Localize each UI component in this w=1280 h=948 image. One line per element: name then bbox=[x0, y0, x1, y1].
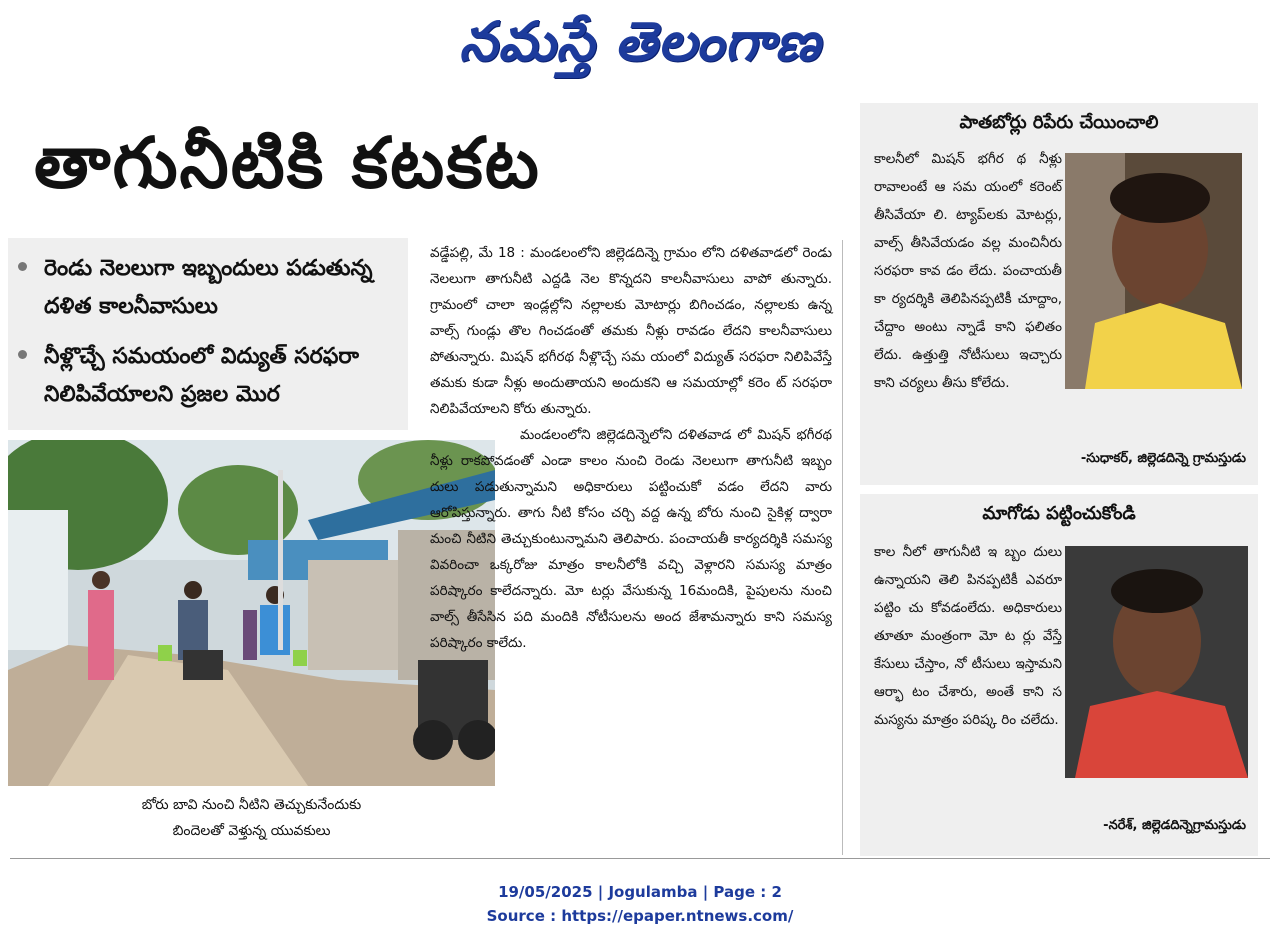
quote-box-1 bbox=[860, 103, 1258, 485]
bullet-icon bbox=[18, 350, 27, 359]
person-photo bbox=[1065, 153, 1242, 389]
highlight-item: నీళ్లొచ్చే సమయంలో విద్యుత్ సరఫరా నిలిపివేయాలని ప్రజల మొర bbox=[18, 338, 403, 414]
highlights-box bbox=[8, 238, 408, 430]
portrait-image bbox=[1065, 153, 1242, 389]
article-paragraph: మండలంలోని జిల్లెడదిన్నెలోని దళితవాడ లో మిషన్ భగీరథ నీళ్లు రాకపోవడంతో ఎండా కాలం నుంచి రెండు నెలలుగా తాగునీటి ఇబ్బం దులు పడుతున్నామని అధికారులు పట్టించుకో వడం లేదని వారు ఆరోపిస్తున్నారు. తాగు నీటి కోసం చర్చి వద్ద ఉన్న బోరు నుంచి సైకిళ్ల ద్వారా మంచి నీటిని తెచ్చుకుంటున్నామని తెలిపారు. పంచాయతీ కార్యదర్శికి సమస్య వివరించా ఒక్కరోజు మాత్రం కాలనీలోకి వచ్చి వెళ్లారని సమస్య మాత్రం పరిష్కారం కాలేదన్నారు. మో టర్లు వేసుకున్న 16మందికి, పైపులను నుంచి వాల్స్ తీసేసిన పది మందికి నోటీసులను అంద జేశామన్నారు కాని సమస్య పరిష్కారం కాలేదు. bbox=[430, 427, 832, 651]
caption-line: బోరు బావి నుంచి నీటిని తెచ్చుకునేందుకు bbox=[141, 797, 362, 813]
portrait-image bbox=[1065, 546, 1248, 778]
quote-box-2 bbox=[860, 494, 1258, 856]
person-photo bbox=[1065, 546, 1248, 778]
article-paragraph: వడ్డేపల్లి, మే 18 : మండలంలోని జిల్లెడదిన్నె గ్రామం లోని దళితవాడలో రెండు నెలలుగా తాగునీటి ఎద్దడి నెల కొన్నదని కాలనీవాసులు వాపో తున్నారు. గ్రామంలో చాలా ఇండ్లల్లోని నల్లాలకు మోటార్లు బిగించడం, నల్లాలకు ఉన్న వాల్స్ గుండ్లు తొల గించడంతో తమకు నీళ్లు రావడం లేదని కాలనీవాసులు పోతున్నారు. మిషన్ భగీరథ నీళ్లొచ్చే సమ యంలో విద్యుత్ సరఫరా నిలిపివేస్తే తమకు కుడా నీళ్లు అందుతాయని అందుకని ఆ సమయాల్లో కరెం ట్ సరఫరా నిలిపివేయాలని కోరు తున్నారు. bbox=[430, 245, 832, 417]
highlight-item: రెండు నెలలుగా ఇబ్బందులు పడుతున్న దళిత కాలనీవాసులు bbox=[18, 250, 403, 326]
quote-title: పాతబోర్లు రిపేరు చేయించాలి bbox=[959, 112, 1159, 133]
quote-title: మాగోడు పట్టించుకోండి bbox=[982, 503, 1136, 524]
footer-source-link[interactable]: Source : https://epaper.ntnews.com/ bbox=[486, 907, 794, 925]
caption-line: బిందెలతో వెళ్తున్న యువకులు bbox=[172, 823, 331, 839]
newspaper-masthead: నమస్తే తెలంగాణ bbox=[459, 9, 821, 73]
column-divider bbox=[842, 240, 843, 855]
quote-text: కాల నీలో తాగునీటి ఇ బ్బం దులు ఉన్నాయని తెలి పినప్పటికీ ఎవరూ పట్టిం చు కోవడంలేదు. అధికారులు తూతూ మంత్రంగా మో ట ర్లు వేస్తే కేసులు చేస్తాం, నో టీసులు ఇస్తామని ఆర్భా టం చేశారు, అంతే కాని స మస్యను మాత్రం పరిష్క రిం చలేదు. bbox=[874, 544, 1062, 728]
page-footer bbox=[0, 880, 1280, 928]
page-bottom-rule bbox=[10, 858, 1270, 859]
quote-signature: -నరేశ్, జిల్లెడదిన్నెగ్రామస్తుడు bbox=[1103, 818, 1246, 833]
article-photo bbox=[8, 440, 495, 786]
bullet-icon bbox=[18, 262, 27, 271]
quote-text: కాలనీలో మిషన్ భగీర థ నీళ్లు రావాలంటే ఆ సమ యంలో కరెంట్ తీసివేయా లి. ట్యాప్‌లకు మోటర్లు, వాల్స్ తీసివేయడం వల్ల మంచినీరు సరఫరా కావ డం లేదు. పంచాయతీ కా ర్యదర్శికి తెలిపినప్పటికీ చూద్దాం, చేద్దాం అంటు న్నాడే కాని ఫలితం లేదు. ఉత్తుత్తి నోటీసులు ఇచ్చారు కాని చర్యలు తీసు కోలేదు. bbox=[874, 151, 1062, 391]
street-scene-image bbox=[8, 440, 495, 786]
quote-signature: -సుధాకర్, జిల్లెడదిన్నె గ్రామస్తుడు bbox=[1080, 451, 1246, 466]
article-headline: తాగునీటికి కటకట bbox=[34, 122, 541, 204]
article-body bbox=[430, 240, 832, 656]
footer-date-line: 19/05/2025 | Jogulamba | Page : 2 bbox=[498, 883, 782, 901]
photo-caption bbox=[8, 792, 495, 844]
